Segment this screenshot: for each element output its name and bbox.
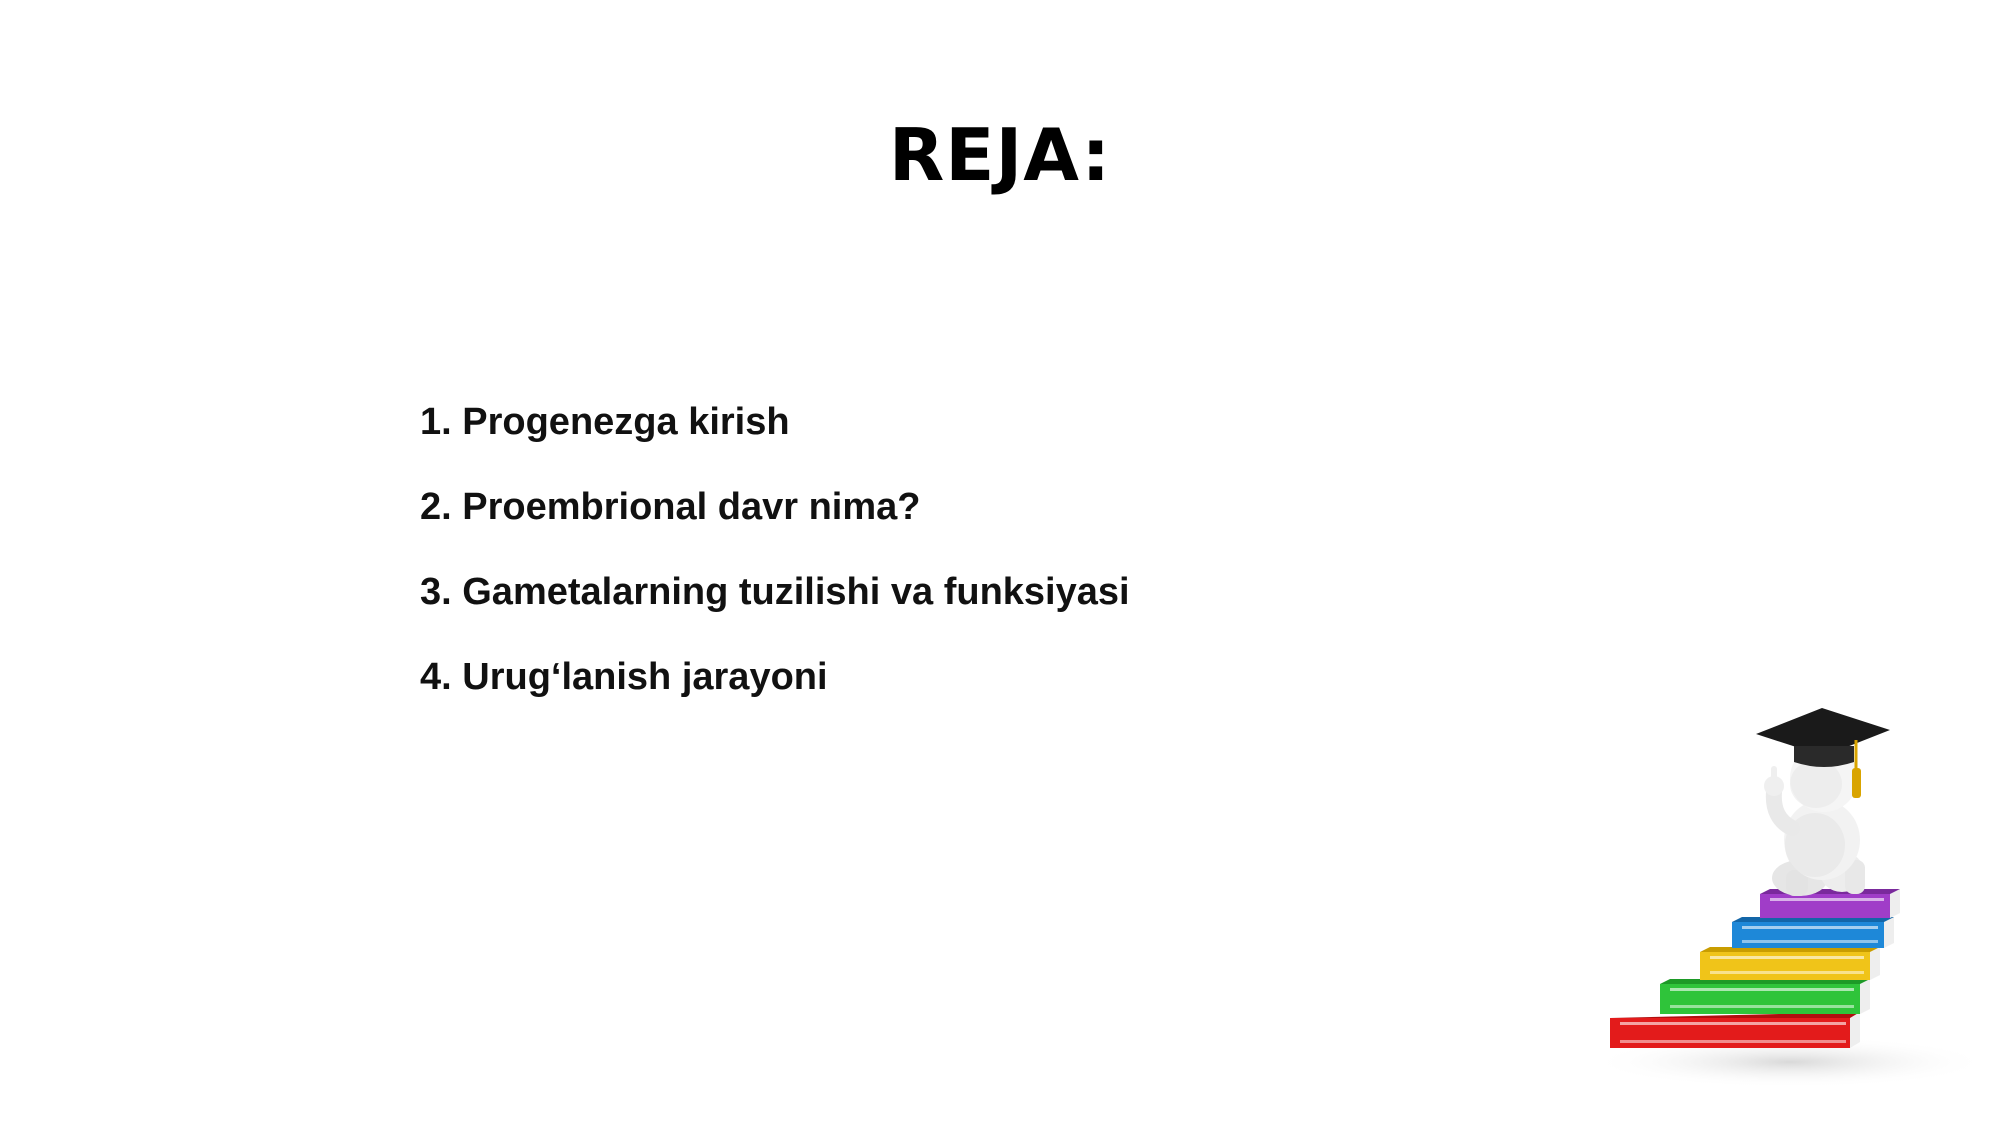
plan-item: 4. Urug‘lanish jarayoni (420, 656, 828, 698)
green-book-icon (1660, 979, 1870, 1014)
yellow-book-icon (1700, 947, 1880, 980)
plan-item: 1. Progenezga kirish (420, 401, 790, 443)
red-book-icon (1610, 1012, 1860, 1048)
graduate-on-books-icon (1560, 700, 1990, 1100)
blue-book-icon (1732, 917, 1894, 948)
plan-item: 3. Gametalarning tuzilishi va funksiyasi (420, 571, 1130, 613)
purple-book-icon (1760, 889, 1900, 918)
graduate-figure-icon (1756, 708, 1890, 896)
plan-item: 2. Proembrional davr nima? (420, 486, 921, 528)
slide-title: REJA: (888, 113, 1112, 197)
plan-list (420, 396, 1130, 736)
